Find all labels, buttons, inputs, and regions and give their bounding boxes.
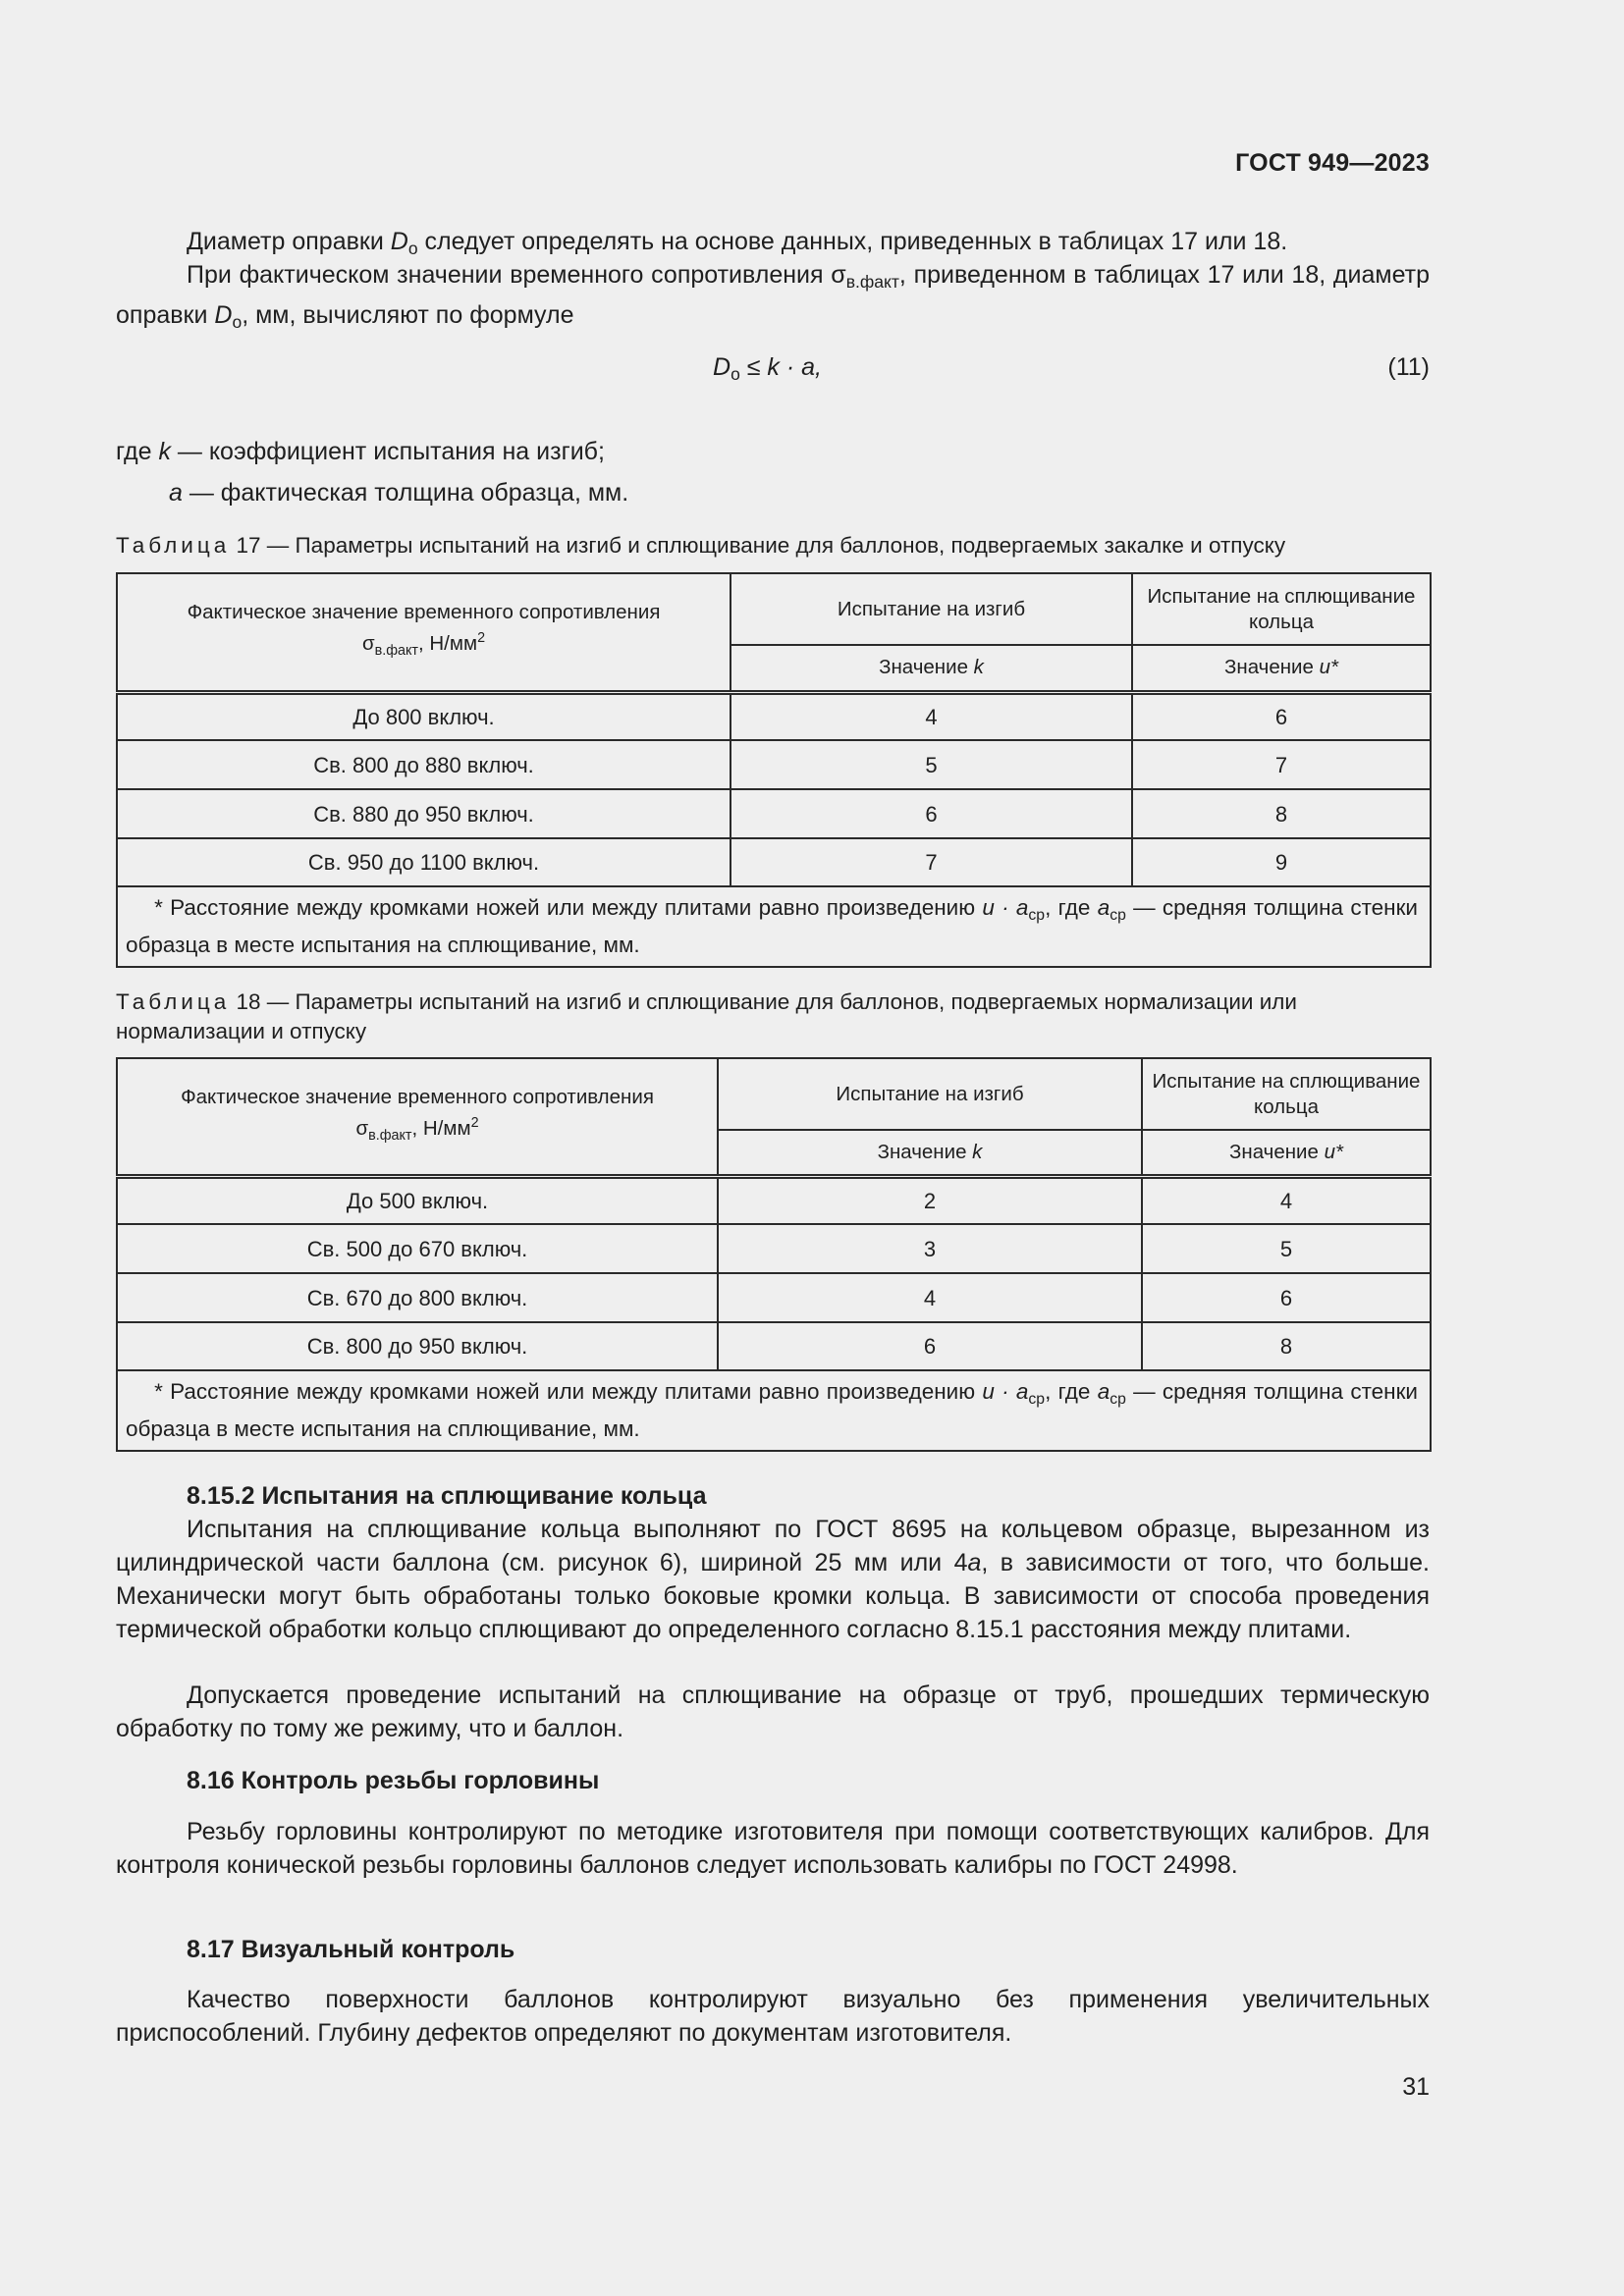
table-row: Св. 950 до 1100 включ. 7 9 — [117, 838, 1431, 886]
formula-number: (11) — [1387, 353, 1430, 381]
table-17-caption: Таблица 17 — Параметры испытаний на изгиб и сплющивание для баллонов, подвергаемых закалке и отпуску — [116, 533, 1286, 558]
table-18-caption: Таблица 18 — Параметры испытаний на изгиб и сплющивание для баллонов, подвергаемых нормализации или нормализации и отпуску — [116, 989, 1297, 1043]
formula-expression: $D_о \le k \cdot a$, — [713, 353, 822, 384]
section-8-17-paragraph: Качество поверхности баллонов контролируют визуально без применения увеличительных приспособлений. Глубину дефектов определяют по документам изготовителя. — [116, 1986, 1430, 2047]
table-row: Св. 880 до 950 включ. 6 8 — [117, 789, 1431, 838]
table-header-bend: Испытание на изгиб — [718, 1058, 1142, 1130]
table-17 — [116, 572, 1432, 968]
section-heading-8-17: 8.17 Визуальный контроль — [187, 1936, 515, 1963]
table-subheader-u: Значение u* — [1142, 1130, 1431, 1176]
formula-11 — [116, 353, 1430, 389]
table-header-strength: Фактическое значение временного сопротивления $\sigma_{в.факт}$, $Н/мм^2$ — [117, 1058, 718, 1176]
table-header-flatten: Испытание на сплющивание кольца — [1132, 573, 1431, 645]
table-18 — [116, 1057, 1432, 1452]
standard-number: ГОСТ 949—2023 — [1235, 149, 1430, 177]
table-footnote: * Расстояние между кромками ножей или между плитами равно произведению $u \cdot a_{ср}$, где $a_{ср}$ — средняя толщина стенки образца в месте испытания на сплющивание, мм. — [117, 1370, 1431, 1451]
table-row: Св. 500 до 670 включ. 3 5 — [117, 1224, 1431, 1273]
table-header-bend: Испытание на изгиб — [731, 573, 1132, 645]
table-header-flatten: Испытание на сплющивание кольца — [1142, 1058, 1431, 1130]
where-a: a — фактическая толщина образца, мм. — [169, 479, 629, 507]
intro-paragraph-2: При фактическом значении временного сопротивления $\sigma_{в.факт}$, приведенном в таблицах 17 или 18, диаметр оправки $D_о$, мм, вычисляют по формуле — [116, 261, 1431, 332]
table-row: До 800 включ. 4 6 — [117, 692, 1431, 740]
section-heading-8-15-2: 8.15.2 Испытания на сплющивание кольца — [187, 1482, 707, 1510]
intro-paragraph-1: Диаметр оправки $D_о$ следует определять на основе данных, приведенных в таблицах 17 или 18. — [187, 228, 1288, 258]
section-8-16-paragraph: Резьбу горловины контролируют по методике изготовителя при помощи соответствующих калибров. Для контроля конической резьбы горловины баллонов следует использовать калибры по ГОСТ 24998. — [116, 1818, 1430, 1879]
table-header-strength: Фактическое значение временного сопротивления $\sigma_{в.факт}$, $Н/мм^2$ — [117, 573, 731, 692]
section-heading-8-16: 8.16 Контроль резьбы горловины — [187, 1767, 600, 1794]
table-row: Св. 670 до 800 включ. 4 6 — [117, 1273, 1431, 1322]
table-subheader-u: Значение u* — [1132, 645, 1431, 692]
table-row: Св. 800 до 880 включ. 5 7 — [117, 740, 1431, 789]
page-number: 31 — [1402, 2073, 1430, 2101]
table-row: Св. 800 до 950 включ. 6 8 — [117, 1322, 1431, 1370]
table-subheader-k: Значение k — [718, 1130, 1142, 1176]
table-row: До 500 включ. 2 4 — [117, 1176, 1431, 1224]
section-8-15-2-paragraph-1: Испытания на сплющивание кольца выполняют по ГОСТ 8695 на кольцевом образце, вырезанном из цилиндрической части баллона (см. рисунок 6), шириной 25 мм или 4a, в зависимости от того, что больше. Механически могут быть обработаны только боковые кромки кольца. В зависимости от способа проведения термической обработки кольцо сплющивают до определенного согласно 8.15.1 расстояния между плитами. — [116, 1516, 1431, 1643]
table-footnote: * Расстояние между кромками ножей или между плитами равно произведению $u \cdot a_{ср}$, где $a_{ср}$ — средняя толщина стенки образца в месте испытания на сплющивание, мм. — [117, 886, 1431, 967]
section-8-15-2-paragraph-2: Допускается проведение испытаний на сплющивание на образце от труб, прошедших термическую обработку по тому же режиму, что и баллон. — [116, 1682, 1430, 1742]
where-k: где k — коэффициент испытания на изгиб; — [116, 438, 605, 465]
table-subheader-k: Значение k — [731, 645, 1132, 692]
